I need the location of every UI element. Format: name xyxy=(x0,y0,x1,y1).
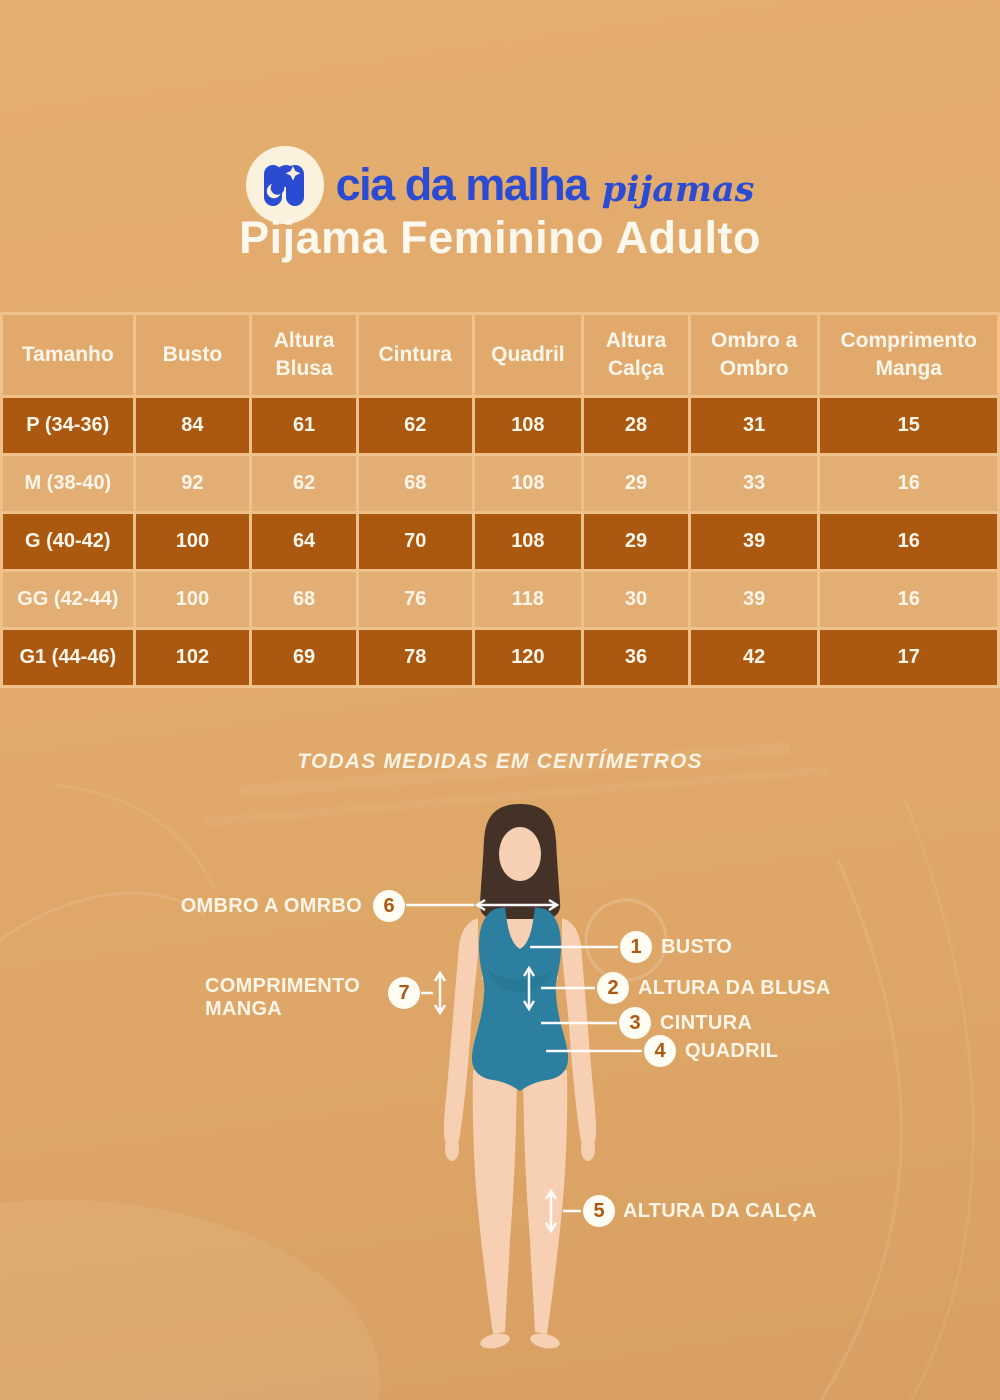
table-cell: 92 xyxy=(134,455,251,513)
table-cell: 30 xyxy=(583,571,690,629)
callout-label-altura-blusa: ALTURA DA BLUSA xyxy=(638,977,831,999)
col-header-ombro-a-ombro: Ombro a Ombro xyxy=(689,314,819,397)
table-cell: 62 xyxy=(357,397,473,455)
table-cell: 76 xyxy=(357,571,473,629)
col-header-quadril: Quadril xyxy=(473,314,583,397)
col-header-busto: Busto xyxy=(134,314,251,397)
table-cell: 16 xyxy=(819,455,999,513)
callout-label-cintura: CINTURA xyxy=(660,1012,753,1034)
size-label: G (40-42) xyxy=(2,513,135,571)
callout-badge-5 xyxy=(583,1195,615,1227)
table-cell: 42 xyxy=(689,629,819,687)
table-cell: 61 xyxy=(251,397,358,455)
page-title: Pijama Feminino Adulto xyxy=(239,212,761,263)
table-cell: 31 xyxy=(689,397,819,455)
brand-wordmark: cia da malha xyxy=(335,159,588,210)
table-cell: 108 xyxy=(473,455,583,513)
table-cell: 120 xyxy=(473,629,583,687)
callout-badge-6 xyxy=(373,890,405,922)
table-cell: 29 xyxy=(583,513,690,571)
table-cell: 15 xyxy=(819,397,999,455)
table-cell: 39 xyxy=(689,571,819,629)
callout-number: 2 xyxy=(607,976,619,999)
table-cell: 64 xyxy=(251,513,358,571)
woman-figure-illustration xyxy=(0,740,1000,1400)
callout-badge-3 xyxy=(619,1007,651,1039)
col-header-cintura: Cintura xyxy=(357,314,473,397)
table-cell: 78 xyxy=(357,629,473,687)
callout-number: 6 xyxy=(383,894,395,917)
callout-label-comprimento-manga: COMPRIMENTO MANGA xyxy=(205,975,361,1020)
table-cell: 69 xyxy=(251,629,358,687)
size-table xyxy=(0,312,1000,688)
col-header-altura-blusa: Altura Blusa xyxy=(251,314,358,397)
table-cell: 100 xyxy=(134,571,251,629)
table-row-m xyxy=(2,455,999,513)
callout-badge-1 xyxy=(620,931,652,963)
size-label: G1 (44-46) xyxy=(2,629,135,687)
col-header-altura-calca: Altura Calça xyxy=(583,314,690,397)
table-cell: 108 xyxy=(473,513,583,571)
table-cell: 28 xyxy=(583,397,690,455)
callout-number: 1 xyxy=(630,935,642,958)
table-cell: 118 xyxy=(473,571,583,629)
measurement-diagram xyxy=(0,740,1000,1400)
callout-number: 4 xyxy=(654,1039,666,1062)
table-cell: 68 xyxy=(251,571,358,629)
table-cell: 68 xyxy=(357,455,473,513)
table-row-p xyxy=(2,397,999,455)
table-cell: 33 xyxy=(689,455,819,513)
callout-number: 7 xyxy=(398,981,410,1004)
table-cell: 16 xyxy=(819,513,999,571)
table-cell: 29 xyxy=(583,455,690,513)
col-header-comprimento-manga: Comprimento Manga xyxy=(819,314,999,397)
size-label: GG (42-44) xyxy=(2,571,135,629)
units-note: TODAS MEDIDAS EM CENTÍMETROS xyxy=(297,750,703,773)
table-row-g xyxy=(2,513,999,571)
callout-label-quadril: QUADRIL xyxy=(685,1040,779,1062)
table-cell: 70 xyxy=(357,513,473,571)
callout-label-busto: BUSTO xyxy=(661,936,733,958)
table-row-g1 xyxy=(2,629,999,687)
callout-badge-2 xyxy=(597,972,629,1004)
table-cell: 36 xyxy=(583,629,690,687)
table-cell: 39 xyxy=(689,513,819,571)
table-header-row xyxy=(2,314,999,397)
brand-wordmark-script: pijamas xyxy=(601,168,755,210)
size-label: M (38-40) xyxy=(2,455,135,513)
size-label: P (34-36) xyxy=(2,397,135,455)
callout-badge-7 xyxy=(388,977,420,1009)
callout-badge-4 xyxy=(644,1035,676,1067)
table-cell: 84 xyxy=(134,397,251,455)
table-cell: 17 xyxy=(819,629,999,687)
callout-number: 5 xyxy=(593,1199,605,1222)
table-cell: 62 xyxy=(251,455,358,513)
table-cell: 102 xyxy=(134,629,251,687)
table-cell: 16 xyxy=(819,571,999,629)
table-cell: 108 xyxy=(473,397,583,455)
callout-label-altura-calca: ALTURA DA CALÇA xyxy=(623,1200,817,1222)
col-header-tamanho: Tamanho xyxy=(2,314,135,397)
table-cell: 100 xyxy=(134,513,251,571)
table-row-gg xyxy=(2,571,999,629)
callout-number: 3 xyxy=(629,1011,641,1034)
callout-label-ombro-a-ombro: OMBRO A OMRBO xyxy=(180,895,362,917)
